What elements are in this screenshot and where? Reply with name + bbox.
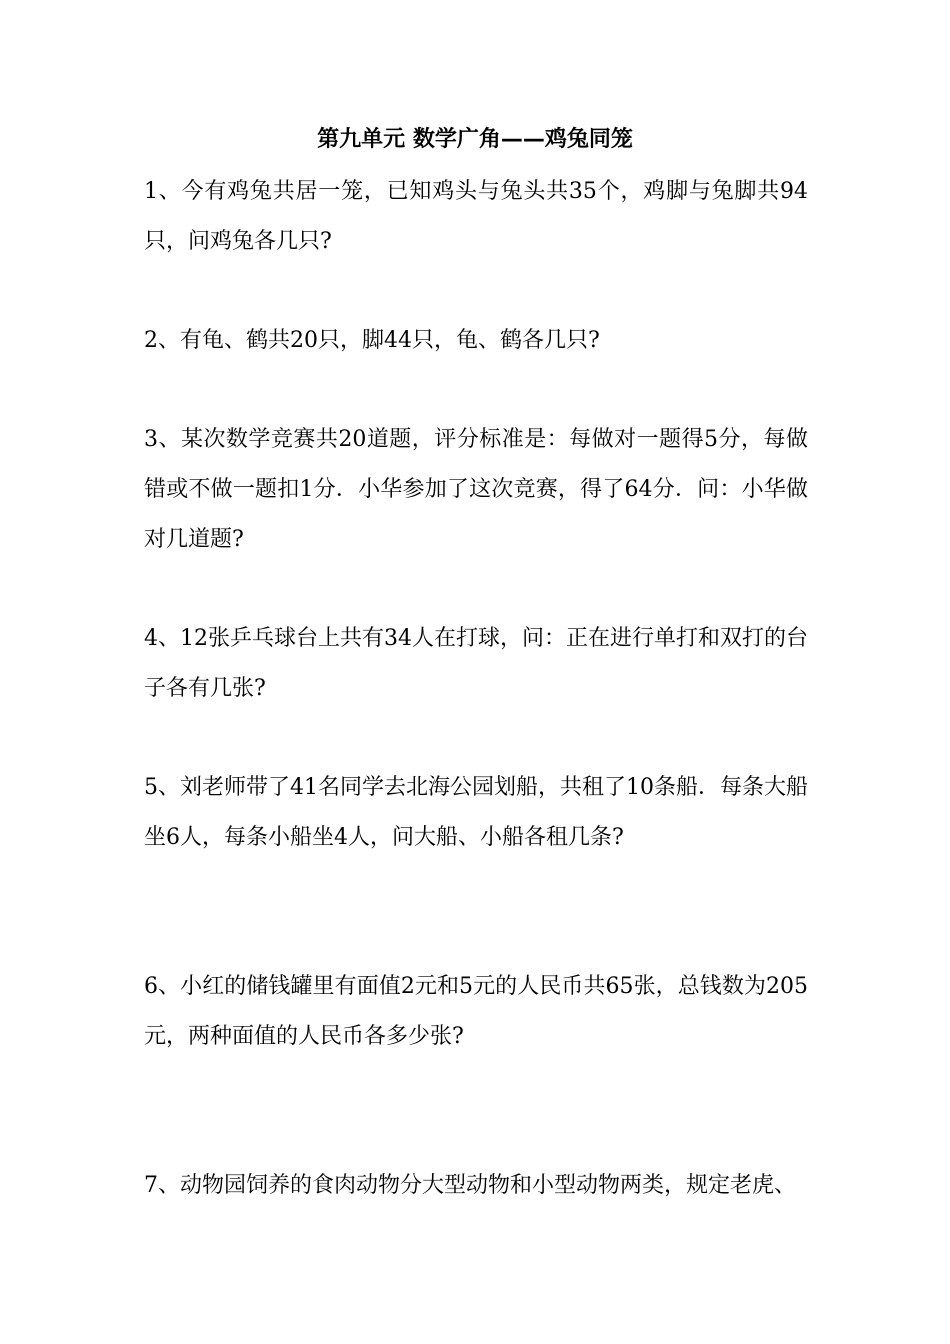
- problem-4: 4、12张乒乓球台上共有34人在打球，问：正在进行单打和双打的台子各有几张?: [144, 626, 808, 701]
- problem-6: 6、小红的储钱罐里有面值2元和5元的人民币共65张，总钱数为205元，两种面值的人民币各多少张?: [144, 974, 808, 1049]
- problem-3: 3、某次数学竞赛共20道题，评分标准是：每做对一题得5分，每做错或不做一题扣1分．小华参加了这次竞赛，得了64分．问：小华做对几道题?: [144, 427, 808, 552]
- problem-7: 7、动物园饲养的食肉动物分大型动物和小型动物两类，规定老虎、: [144, 1173, 796, 1198]
- problem-5: 5、刘老师带了41名同学去北海公园划船，共租了10条船．每条大船坐6人，每条小船坐4人，问大船、小船各租几条?: [144, 775, 808, 850]
- problem-2: 2、有龟、鹤共20只，脚44只，龟、鹤各几只?: [144, 328, 600, 353]
- problem-1: 1、今有鸡兔共居一笼，已知鸡头与兔头共35个，鸡脚与兔脚共94只，问鸡兔各几只?: [144, 179, 808, 254]
- page-title: 第九单元 数学广角——鸡兔同笼: [317, 127, 633, 152]
